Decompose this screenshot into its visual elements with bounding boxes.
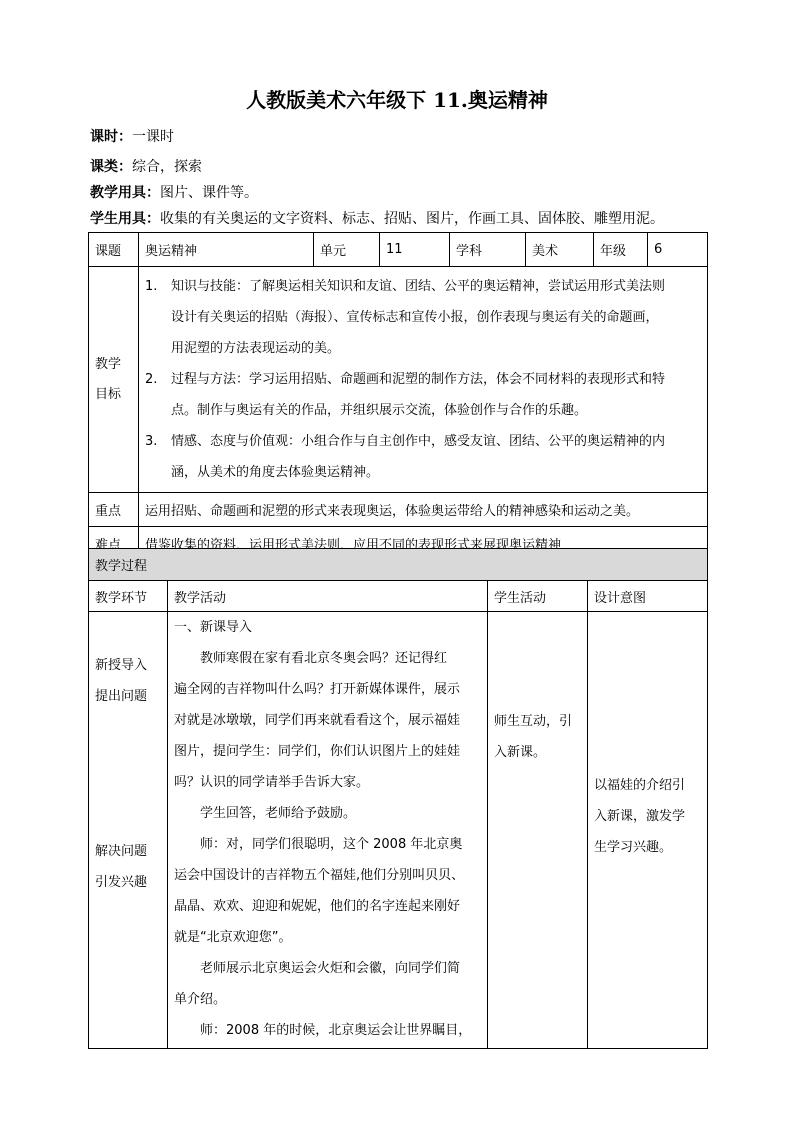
process-content-row bbox=[89, 612, 708, 1049]
activity-line: 遍全网的吉祥物叫什么吗？打开新媒体课件，展示 bbox=[174, 682, 461, 697]
activity-line: 对就是冰墩墩，同学们再来就看看这个，展示福娃 bbox=[174, 713, 461, 728]
column-intent: 设计意图 bbox=[588, 581, 708, 612]
stage-1-line1: 新授导入 bbox=[95, 658, 148, 673]
unit-value: 11 bbox=[380, 233, 450, 267]
goal-line: 情感、态度与价值观：小组合作与自主创作中，感受友谊、团结、公平的奥运精神的内 bbox=[171, 434, 666, 449]
key-point-value: 运用招贴、命题画和泥塑的形式来表现奥运，体验奥运带给人的精神感染和运动之美。 bbox=[139, 493, 708, 527]
meta-period bbox=[90, 126, 174, 146]
goal-line: 点。制作与奥运有关的作品，并组织展示交流，体验创作与合作的乐趣。 bbox=[171, 403, 588, 418]
key-point-label: 重点 bbox=[89, 493, 139, 527]
type-value: 综合，探索 bbox=[132, 159, 202, 175]
process-header-row bbox=[89, 549, 708, 581]
grade-value: 6 bbox=[648, 233, 708, 267]
goal-number: 1. bbox=[145, 279, 158, 294]
activity-line: 就是“北京欢迎您”。 bbox=[174, 930, 292, 945]
meta-student-tools bbox=[90, 208, 664, 228]
goals-label-line1: 教学 bbox=[95, 356, 122, 372]
process-header: 教学过程 bbox=[89, 549, 708, 581]
info-row bbox=[89, 233, 708, 267]
subject-label: 学科 bbox=[450, 233, 526, 267]
goals-row bbox=[89, 267, 708, 493]
topic-label: 课题 bbox=[89, 233, 139, 267]
activity-cell bbox=[168, 612, 488, 1049]
goal-item-1 bbox=[145, 271, 701, 364]
stage-2-line1: 解决问题 bbox=[95, 844, 148, 859]
topic-value: 奥运精神 bbox=[139, 233, 314, 267]
activity-line: 运会中国设计的吉祥物五个福娃,他们分别叫贝贝、 bbox=[174, 868, 465, 883]
activity-line: 单介绍。 bbox=[174, 992, 227, 1007]
goal-line: 涵，从美术的角度去体验奥运精神。 bbox=[171, 465, 380, 480]
column-stage: 教学环节 bbox=[89, 581, 168, 612]
design-intent bbox=[594, 770, 685, 863]
goal-line: 用泥塑的方法表现运动的美。 bbox=[171, 341, 341, 356]
goal-line: 设计有关奥运的招贴（海报）、宣传标志和宣传小报，创作表现与奥运有关的命题画， bbox=[171, 310, 659, 325]
teacher-tools-value: 图片、课件等。 bbox=[160, 185, 258, 201]
key-point-row bbox=[89, 493, 708, 527]
student-line2: 入新课。 bbox=[494, 745, 547, 760]
page-title: 人教版美术六年级下 11.奥运精神 bbox=[246, 88, 548, 112]
difficulty-label: 难点 bbox=[89, 527, 139, 561]
stage-1 bbox=[95, 650, 147, 712]
period-value: 一课时 bbox=[132, 129, 174, 145]
goals-label-line2: 目标 bbox=[95, 386, 122, 402]
student-activity bbox=[494, 706, 572, 768]
period-label: 课时： bbox=[90, 129, 132, 145]
intent-line1: 以福娃的介绍引 bbox=[594, 778, 686, 793]
stage-2 bbox=[95, 836, 147, 898]
meta-type bbox=[90, 156, 202, 176]
stage-2-line2: 引发兴趣 bbox=[95, 875, 148, 890]
activity-line: 晶晶、欢欢、迎迎和妮妮，他们的名字连起来刚好 bbox=[174, 899, 461, 914]
goal-line: 知识与技能：了解奥运相关知识和友谊、团结、公平的奥运精神，尝试运用形式美法则 bbox=[171, 279, 666, 294]
stage-1-line2: 提出问题 bbox=[95, 689, 148, 704]
process-columns-row bbox=[89, 581, 708, 612]
activity-line: 吗？认识的同学请举手告诉大家。 bbox=[174, 775, 370, 790]
goal-line: 过程与方法：学习运用招贴、命题画和泥塑的制作方法，体会不同材料的表现形式和特 bbox=[171, 372, 666, 387]
student-tools-label: 学生用具： bbox=[90, 211, 160, 227]
column-activity: 教学活动 bbox=[168, 581, 488, 612]
intent-cell bbox=[588, 612, 708, 1049]
goal-number: 3. bbox=[145, 434, 158, 449]
goals-content bbox=[139, 267, 708, 493]
teacher-tools-label: 教学用具： bbox=[90, 185, 160, 201]
goals-label bbox=[89, 267, 139, 493]
process-table bbox=[88, 548, 708, 1049]
activity-line: 教师寒假在家有看北京冬奥会吗？还记得红 bbox=[200, 651, 448, 666]
stage-cell bbox=[89, 612, 168, 1049]
student-tools-value: 收集的有关奥运的文字资料、标志、招贴、图片，作画工具、固体胶、雕塑用泥。 bbox=[160, 211, 664, 227]
student-cell bbox=[488, 612, 588, 1049]
subject-value: 美术 bbox=[526, 233, 594, 267]
intent-line3: 生学习兴趣。 bbox=[594, 840, 673, 855]
activity-line: 老师展示北京奥运会火炬和会徽，向同学们简 bbox=[200, 961, 461, 976]
meta-teacher-tools bbox=[90, 182, 258, 202]
lesson-info-table bbox=[88, 232, 708, 561]
activity-line: 师：对，同学们很聪明，这个 2008 年北京奥 bbox=[200, 837, 463, 852]
goal-number: 2. bbox=[145, 372, 158, 387]
difficulty-value: 借鉴收集的资料，运用形式美法则，应用不同的表现形式来展现奥运精神 bbox=[139, 527, 708, 561]
type-label: 课类： bbox=[90, 159, 132, 175]
column-student: 学生活动 bbox=[488, 581, 588, 612]
activity-line: 一、新课导入 bbox=[174, 620, 253, 635]
student-line1: 师生互动，引 bbox=[494, 714, 573, 729]
unit-label: 单元 bbox=[314, 233, 380, 267]
activity-line: 师：2008 年的时候，北京奥运会让世界瞩目， bbox=[200, 1023, 472, 1038]
intent-line2: 入新课，激发学 bbox=[594, 809, 686, 824]
activity-line: 学生回答，老师给予鼓励。 bbox=[200, 806, 357, 821]
goal-item-2 bbox=[145, 364, 701, 426]
goal-item-3 bbox=[145, 426, 701, 488]
activity-line: 图片，提问学生：同学们，你们认识图片上的娃娃 bbox=[174, 744, 461, 759]
grade-label: 年级 bbox=[594, 233, 648, 267]
